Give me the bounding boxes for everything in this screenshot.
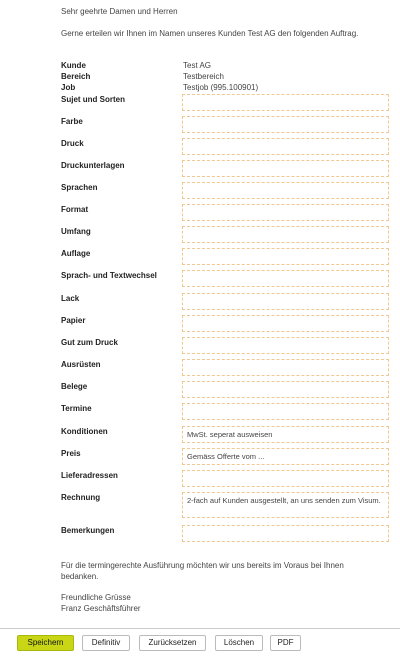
field-umfang[interactable] — [182, 226, 389, 243]
field-termine[interactable] — [182, 403, 389, 420]
field-format[interactable] — [182, 204, 389, 221]
delete-button[interactable]: Löschen — [215, 635, 263, 651]
regards-text: Freundliche Grüsse — [61, 593, 131, 602]
label-rechnung: Rechnung — [61, 493, 101, 502]
pdf-button[interactable]: PDF — [270, 635, 301, 651]
info-label-kunde: Kunde — [61, 61, 86, 70]
label-auflage: Auflage — [61, 249, 91, 258]
field-belege[interactable] — [182, 381, 389, 398]
info-value-job: Testjob (995.100901) — [183, 83, 259, 92]
intro-text: Gerne erteilen wir Ihnen im Namen unseres Kunden Test AG den folgenden Auftrag. — [61, 29, 359, 38]
field-druck[interactable] — [182, 138, 389, 155]
label-lieferadressen: Lieferadressen — [61, 471, 118, 480]
label-sujet: Sujet und Sorten — [61, 95, 125, 104]
field-sprachen[interactable] — [182, 182, 389, 199]
field-lieferadressen[interactable] — [182, 470, 389, 487]
action-bar — [0, 628, 400, 656]
label-sprach-textwechsel: Sprach- und Textwechsel — [61, 271, 157, 280]
label-termine: Termine — [61, 404, 92, 413]
field-farbe[interactable] — [182, 116, 389, 133]
field-auflage[interactable] — [182, 248, 389, 265]
label-belege: Belege — [61, 382, 88, 391]
info-label-job: Job — [61, 83, 76, 92]
label-lack: Lack — [61, 294, 80, 303]
reset-button[interactable]: Zurücksetzen — [139, 635, 206, 651]
field-lack[interactable] — [182, 293, 389, 310]
field-bemerkungen[interactable] — [182, 525, 389, 542]
label-format: Format — [61, 205, 89, 214]
field-rechnung[interactable]: 2-fach auf Kunden ausgestellt, an uns senden zum Visum. — [182, 492, 389, 518]
label-farbe: Farbe — [61, 117, 83, 126]
field-preis[interactable]: Gemäss Offerte vom ... — [182, 448, 389, 465]
label-sprachen: Sprachen — [61, 183, 98, 192]
field-gut-zum-druck[interactable] — [182, 337, 389, 354]
field-papier[interactable] — [182, 315, 389, 332]
label-gut-zum-druck: Gut zum Druck — [61, 338, 118, 347]
closing-text: Für die termingerechte Ausführung möchten wir uns bereits im Voraus bei Ihnen bedanken. — [61, 561, 344, 581]
save-button[interactable]: Speichern — [17, 635, 74, 651]
field-sprach-textwechsel[interactable] — [182, 270, 389, 287]
field-konditionen[interactable]: MwSt. seperat ausweisen — [182, 426, 389, 443]
field-ausruesten[interactable] — [182, 359, 389, 376]
info-label-bereich: Bereich — [61, 72, 91, 81]
info-value-bereich: Testbereich — [183, 72, 224, 81]
signature-text: Franz Geschäftsführer — [61, 604, 141, 613]
info-value-kunde: Test AG — [183, 61, 212, 70]
label-preis: Preis — [61, 449, 81, 458]
label-papier: Papier — [61, 316, 86, 325]
definitive-button[interactable]: Definitiv — [82, 635, 130, 651]
label-umfang: Umfang — [61, 227, 91, 236]
field-druckunterlagen[interactable] — [182, 160, 389, 177]
field-sujet[interactable] — [182, 94, 389, 111]
label-konditionen: Konditionen — [61, 427, 108, 436]
label-bemerkungen: Bemerkungen — [61, 526, 115, 535]
label-ausruesten: Ausrüsten — [61, 360, 101, 369]
greeting: Sehr geehrte Damen und Herren — [61, 7, 178, 16]
label-druck: Druck — [61, 139, 84, 148]
label-druckunterlagen: Druckunterlagen — [61, 161, 125, 170]
